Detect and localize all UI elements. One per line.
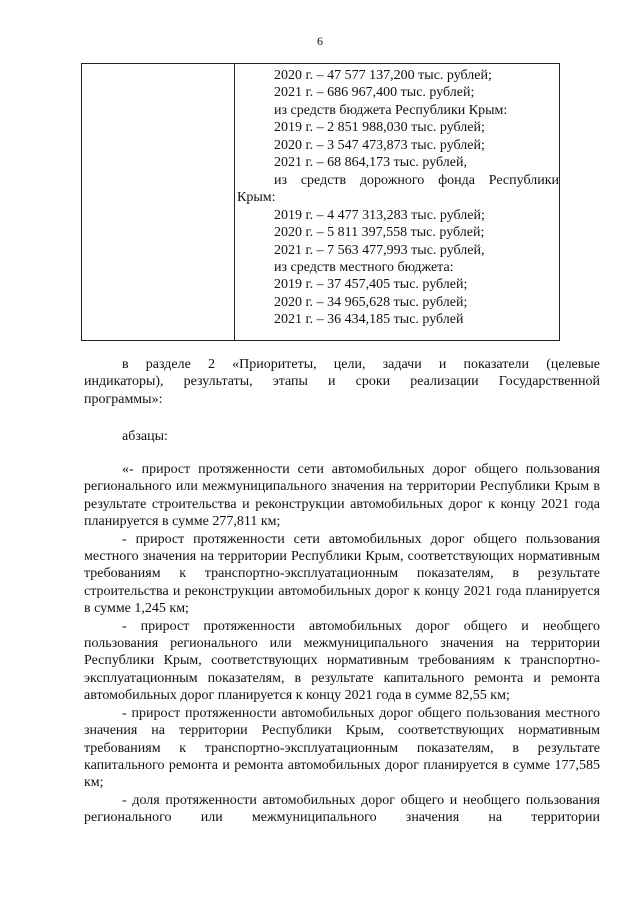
indicator-item: - прирост протяженности автомобильных дорог общего и необщего пользования регионального или межмуниципального значения на территории Республики Крым, соответствующих нормативным требованиям к транспортно-эксплуатационным показателям, в результате капитального ремонта и ремонта автомобильных дорог планируется к концу 2021 года в сумме 82,55 км; [84,618,600,704]
indicator-item: «- прирост протяженности сети автомобильных дорог общего пользования регионального или межмуниципального значения на территории Республики Крым в результате строительства и реконструкции автомобильных дорог к концу 2021 года планируется в сумме 277,811 км; [84,462,600,530]
funding-line: 2020 г. – 34 965,628 тыс. рублей; [274,294,468,310]
funding-line: Крым: [237,190,276,206]
funding-line: 2019 г. – 4 477 313,283 тыс. рублей; [274,207,485,223]
funding-line: 2021 г. – 686 967,400 тыс. рублей; [274,85,475,101]
funding-line: из средств бюджета Республики Крым: [274,102,508,118]
indicator-list [84,461,600,827]
funding-line: из средств дорожного фонда Республики [274,172,559,188]
paragraphs-heading [84,428,600,445]
indicator-item: - прирост протяженности автомобильных дорог общего пользования местного значения на территории Республики Крым, соответствующих нормативным требованиям к транспортно-эксплуатационным показателям, в результате капитального ремонта и ремонта автомобильных дорог планируется в сумме 177,585 км; [84,705,600,791]
intro-line-2: индикаторы), результаты, этапы и сроки реализации Государственной [84,374,600,390]
funding-line: 2020 г. – 5 811 397,558 тыс. рублей; [274,225,485,241]
funding-amounts-cell [235,67,559,329]
section-intro [84,356,600,408]
funding-line: 2019 г. – 2 851 988,030 тыс. рублей; [274,120,485,136]
intro-line-3: программы»: [84,391,163,407]
funding-line: 2021 г. – 7 563 477,993 тыс. рублей, [274,242,485,258]
funding-line: 2020 г. – 47 577 137,200 тыс. рублей; [274,68,492,83]
funding-line: из средств местного бюджета: [274,259,454,275]
funding-table [81,63,560,341]
funding-line: 2019 г. – 37 457,405 тыс. рублей; [274,277,468,293]
funding-line: 2020 г. – 3 547 473,873 тыс. рублей; [274,137,485,153]
indicator-item: - прирост протяженности сети автомобильных дорог общего пользования местного значения на территории Республики Крым, соответствующих нормативным требованиям к транспортно-эксплуатационным показателям, в результате строительства и реконструкции автомобильных дорог к концу 2021 года планируется в сумме 1,245 км; [84,531,600,617]
indicator-item: - доля протяженности автомобильных дорог общего и необщего пользования регионального или межмуниципального значения на территории [84,792,600,826]
subheading: абзацы: [122,429,168,444]
page-number: 6 [317,34,323,48]
funding-line: 2021 г. – 36 434,185 тыс. рублей [274,312,464,328]
funding-line: 2021 г. – 68 864,173 тыс. рублей, [274,155,467,171]
intro-line-1: в разделе 2 «Приоритеты, цели, задачи и показатели (целевые [122,357,600,372]
